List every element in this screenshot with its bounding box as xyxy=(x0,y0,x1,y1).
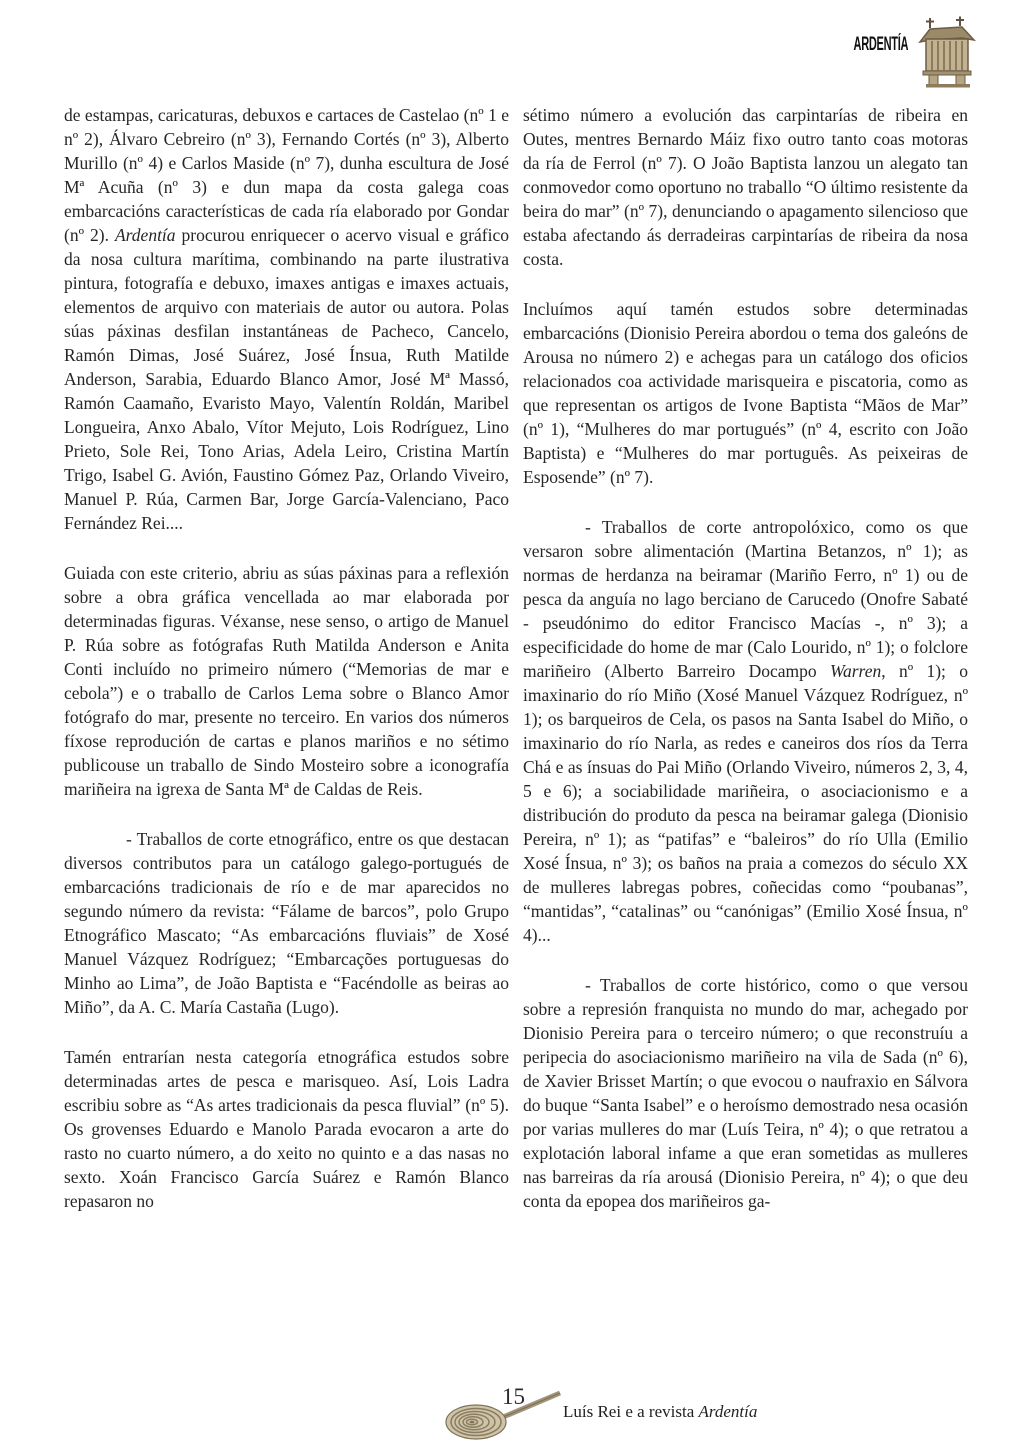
paragraph xyxy=(523,297,968,489)
magazine-logo-text: ARDENTÍA xyxy=(853,34,908,55)
text-run: - Traballos de corte antropolóxico, como os que versaron sobre alimentación (Martina Betanzos, nº 1); as normas de herdanza na beiramar (Mariño Ferro, nº 1) ou de pesca da anguía no lago berciano de Carucedo (Onofre Sabaté - pseudónimo do editor Francisco Macías -, nº 3); a especificidade do home de mar (Calo Lourido, nº 1); o folclore mariñeiro (Alberto Barreiro Docampo xyxy=(523,517,968,681)
paragraph xyxy=(523,515,968,947)
footer-caption xyxy=(563,1402,757,1422)
right-column xyxy=(523,103,968,1239)
text-run: - Traballos de corte etnográfico, entre os que destacan diversos contributos para un catálogo galego-portugués de embarcacións tradicionais de río e de mar aparecidos no segundo número da revista: “Fálame de barcos”, polo Grupo Etnográfico Mascato; “As embarcacións fluviais” de Xosé Manuel Vázquez Rodríguez; “Embarcações portuguesas do Minho ao Lima”, de João Baptista e “Facéndolle as beiras ao Miño”, da A. C. María Castaña (Lugo). xyxy=(64,829,509,1017)
page-header xyxy=(814,16,978,88)
horreo-granary-icon xyxy=(916,16,978,88)
page-footer-art xyxy=(440,1380,575,1442)
page-number: 15 xyxy=(502,1384,525,1409)
paragraph xyxy=(523,103,968,271)
text-run: - Traballos de corte histórico, como o que versou sobre a represión franquista no mundo do mar, achegado por Dionisio Pereira para o terceiro número; o que reconstruíu a peripecia do asociacionismo mariñeiro na vila de Sada (nº 6), de Xavier Brisset Martín; o que evocou o naufraxio en Sálvora do buque “Santa Isabel” e o heroísmo demostrado nesa ocasión por varias mulleres do mar (Luís Teira, nº 4); o que retratou a explotación laboral infame a que eran sometidas as mulleres nas barreiras da ría arousá (Dionisio Pereira, nº 4); o que deu conta da epopea dos mariñeiros ga- xyxy=(523,975,968,1211)
text-run: Tamén entrarían nesta categoría etnográfica estudos sobre determinadas artes de pesca e marisqueo. Así, Lois Ladra escribiu sobre as “As artes tradicionais da pesca fluvial” (nº 5). Os grovenses Eduardo e Manolo Parada evocaron a arte do rasto no cuarto número, a do xeito no quinto e a das nasas no sexto. Xoán Francisco García Suárez e Ramón Blanco repasaron no xyxy=(64,1047,509,1211)
italic-text-run: Ardentía xyxy=(698,1402,758,1421)
article-body xyxy=(64,103,968,1239)
text-run: Luís Rei e a revista xyxy=(563,1402,699,1421)
text-run: procurou enriquecer o acervo visual e gráfico da nosa cultura marítima, combinando na parte ilustrativa pintura, fotografía e debuxo, imaxes antigas e imaxes actuais, elementos de arquivo con materiais de autor ou autora. Polas súas páxinas desfilan instantáneas de Pacheco, Cancelo, Ramón Dimas, José Suárez, José Ínsua, Ruth Matilde Anderson, Sarabia, Eduardo Blanco Amor, José Mª Massó, Ramón Caamaño, Evaristo Mayo, Valentín Roldán, Maribel Longueira, Anxo Abalo, Vítor Mejuto, Lois Rodríguez, Lino Prieto, Sole Rei, Tono Arias, Adela Leiro, Cristina Martín Trigo, Isabel G. Avión, Faustino Gómez Paz, Orlando Viveiro, Manuel P. Rúa, Carmen Bar, Jorge García-Valenciano, Paco Fernández Rei.... xyxy=(64,225,509,533)
paragraph xyxy=(523,973,968,1213)
paragraph xyxy=(64,827,509,1019)
paragraph xyxy=(64,561,509,801)
text-run: Incluímos aquí tamén estudos sobre determinadas embarcacións (Dionisio Pereira abordou o tema dos galeóns de Arousa no número 2) e achegas para un catálogo dos oficios relacionados coa actividade marisqueira e piscatoria, como as que representan os artigos de Ivone Baptista “Mãos de Mar” (nº 1), “Mulheres do mar portugués” (nº 4, escrito con João Baptista) e “Mulheres do mar português. As peixeiras de Esposende” (nº 7). xyxy=(523,299,968,487)
text-run: , nº 1); o imaxinario do río Miño (Xosé Manuel Vázquez Rodríguez, nº 1); os barqueiros de Cela, os pasos na Santa Isabel do Miño, o imaxinario do río Narla, as redes e caneiros dos ríos da Terra Chá e as ínsuas do Pai Miño (Orlando Viveiro, números 2, 3, 4, 5 e 6); a sociabilidade mariñeira, o asociacionismo e a distribución do produto da pesca na beiramar galega (Dionisio Pereira, nº 1); as “patifas” e “baleiros” do río Ulla (Emilio Xosé Ínsua, nº 3); os baños na praia a comezos do século XX de mulleres labregas pobres, coñecidas como “poubanas”, “mantidas”, “catalinas” ou “canónigas” (Emilio Xosé Ínsua, nº 4)... xyxy=(523,661,968,945)
text-run: de estampas, caricaturas, debuxos e cartaces de Castelao (nº 1 e nº 2), Álvaro Cebreiro (nº 3), Fernando Cortés (nº 3), Alberto Murillo (nº 4) e Carlos Maside (nº 7), dunha escultura de José Mª Acuña (nº 3) e dun mapa da costa galega coas embarcacións características de cada ría elaborado por Gondar (nº 2). xyxy=(64,105,509,245)
left-column xyxy=(64,103,509,1239)
paragraph xyxy=(64,103,509,535)
italic-text-run: Ardentía xyxy=(114,225,176,245)
text-run: Guiada con este criterio, abriu as súas páxinas para a reflexión sobre a obra gráfica vencellada ao mar elaborada por determinadas figuras. Véxanse, nese senso, o artigo de Manuel P. Rúa sobre as fotógrafas Ruth Matilda Anderson e Anita Conti incluído no primeiro número (“Memorias de mar e cebola”) e o traballo de Carlos Lema sobre o Blanco Amor fotógrafo do mar, presente no terceiro. En varios dos números fíxose reprodución de cartas e planos mariños e no sétimo publicouse un traballo de Sindo Mosteiro sobre a iconografía mariñeira na igrexa de Santa Mª de Caldas de Reis. xyxy=(64,563,509,799)
italic-text-run: Warren xyxy=(830,661,882,681)
paragraph xyxy=(64,1045,509,1213)
text-run: sétimo número a evolución das carpintarías de ribeira en Outes, mentres Bernardo Máiz fixo outro tanto coas motoras da ría de Ferrol (nº 7). O João Baptista lanzou un alegato tan conmovedor como oportuno no traballo “O último resistente da beira do mar” (nº 7), denunciando o apagamento silencioso que estaba afectando ás derradeiras carpintarías de ribeira da nosa costa. xyxy=(523,105,968,269)
